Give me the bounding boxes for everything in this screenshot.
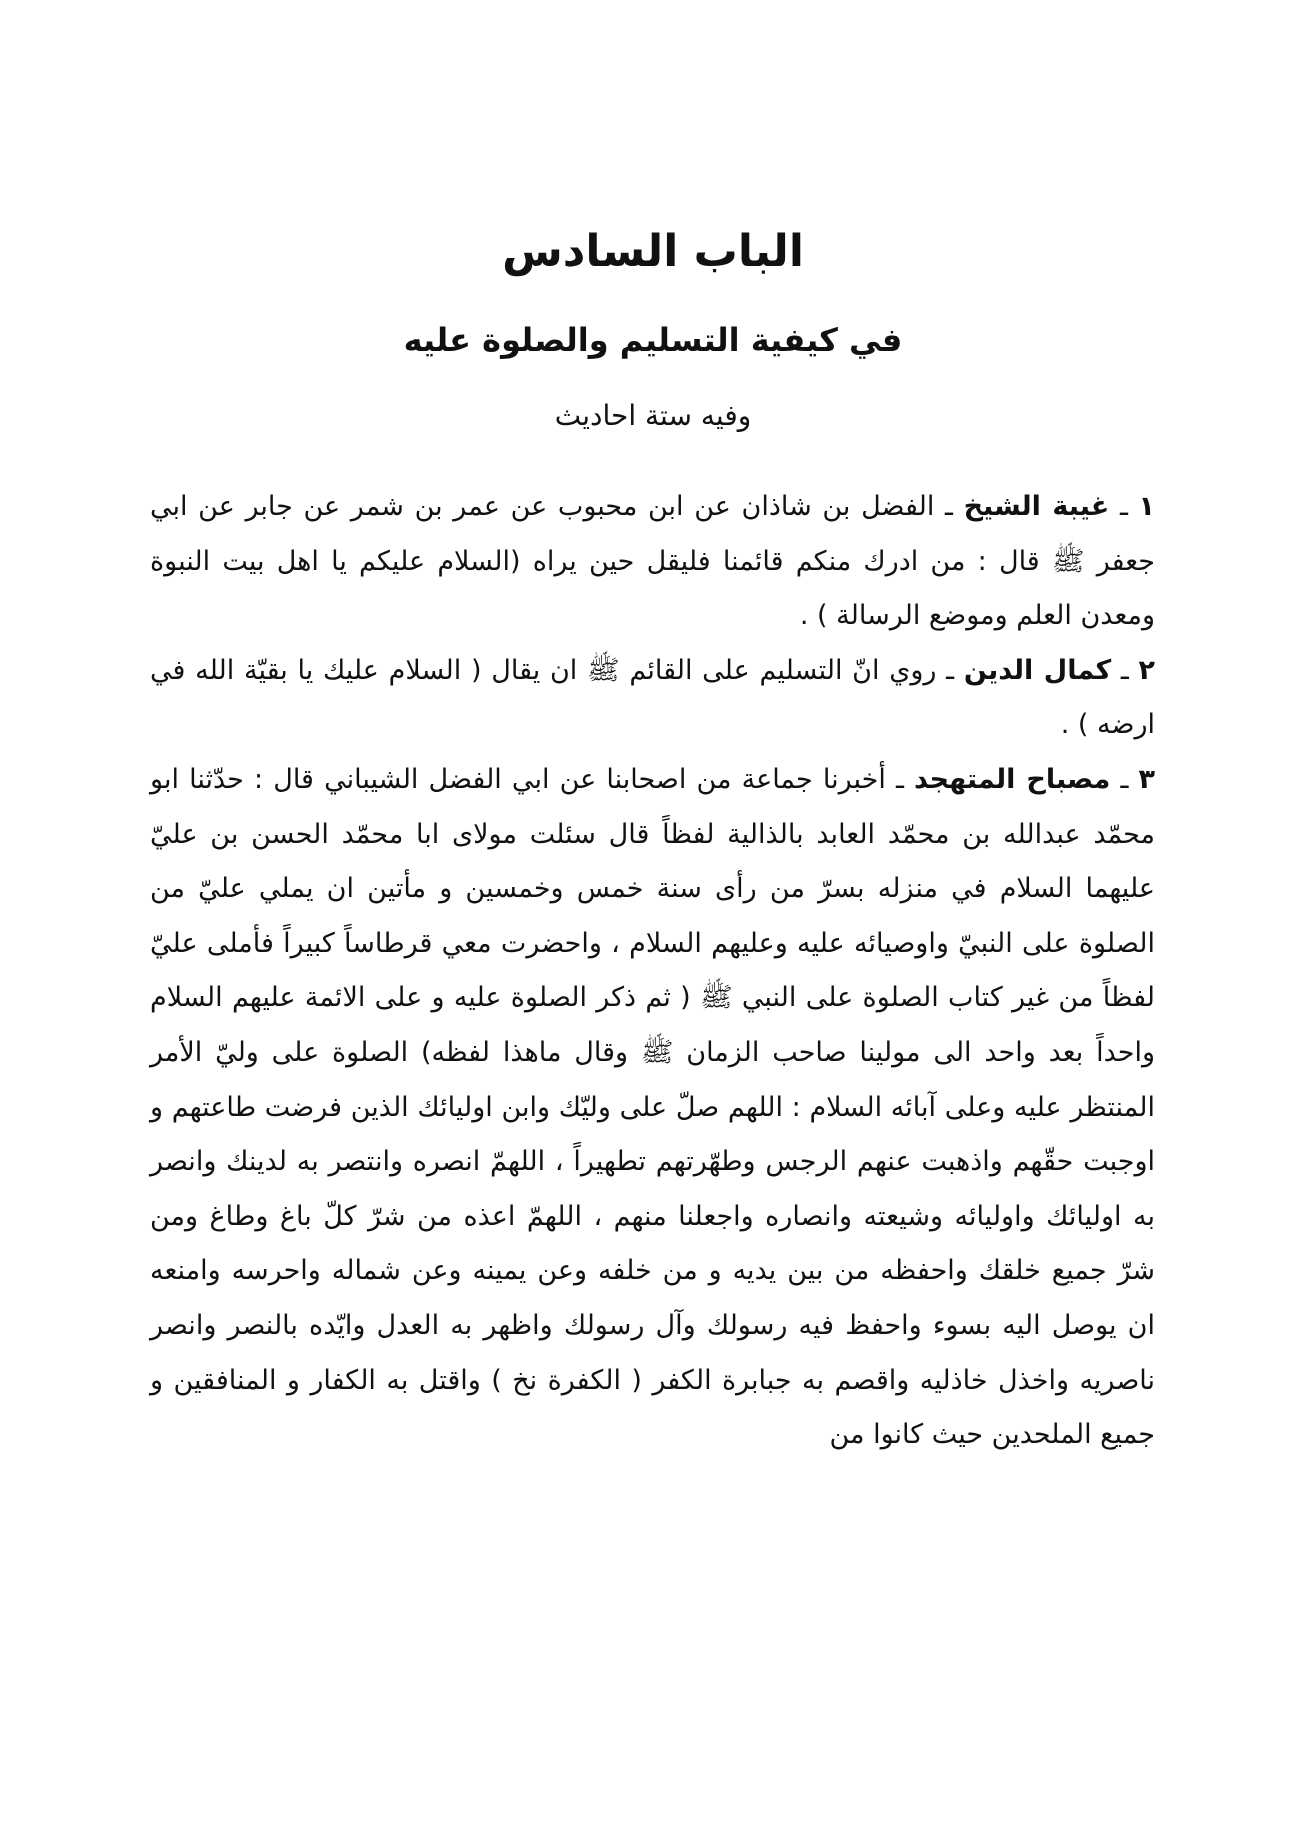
separator: ـ	[1110, 763, 1129, 795]
hadith-source: كمال الدين	[963, 654, 1112, 686]
hadith-text: أخبرنا جماعة من اصحابنا عن ابي الفضل الشيباني قال : حدّثنا ابو محمّد عبدالله بن محمّد العابد بالذالية لفظاً قال سئلت مولاى ابا محمّد الحسن بن عليّ عليهما السلام في منزله بسرّ من رأى سنة خمس وخمسين و مأتين ان يملي عليّ من الصلوة على النبيّ واوصيائه عليه وعليهم السلام ، واحضرت معي قرطاساً كبيراً فأملى عليّ لفظاً من غير كتاب الصلوة على النبي ﷺ ( ثم ذكر الصلوة عليه و على الائمة عليهم السلام واحداً بعد واحد الى مولينا صاحب الزمان ﷺ وقال ماهذا لفظه) الصلوة على وليّ الأمر المنتظر عليه وعلى آبائه السلام : اللهم صلّ على وليّك وابن اوليائك الذين فرضت طاعتهم و اوجبت حقّهم واذهبت عنهم الرجس وطهّرتهم تطهيراً ، اللهمّ انصره وانتصر به لدينك وانصر به اوليائك واوليائه وشيعته وانصاره واجعلنا منهم ، اللهمّ اعذه من شرّ كلّ باغ وطاغ ومن شرّ جميع خلقك واحفظه من بين يديه و من خلفه وعن يمينه وعن شماله واحرسه وامنعه ان يوصل اليه بسوء واحفظ فيه رسولك وآل رسولك واظهر به العدل وايّده بالنصر وانصر ناصريه واخذل خاذليه واقصم به جبابرة الكفر ( الكفرة نخ ) واقتل به الكفار و المنافقين و جميع الملحدين حيث كانوا من	[150, 763, 1155, 1451]
separator: ـ	[934, 491, 953, 522]
hadith-2	[150, 644, 1155, 753]
separator: ـ	[885, 763, 904, 795]
hadith-number: ٣	[1138, 763, 1155, 795]
separator: ـ	[936, 654, 955, 686]
hadith-number: ٢	[1138, 654, 1155, 686]
hadith-source: مصباح المتهجد	[914, 763, 1111, 795]
hadith-source: غيبة الشيخ	[963, 491, 1110, 522]
hadith-text: روي انّ التسليم على القائم ﷺ ان يقال ( السلام عليك يا بقيّة الله في ارضه ) .	[150, 654, 1155, 741]
separator: ـ	[1111, 654, 1129, 686]
chapter-title: الباب السادس	[502, 226, 804, 277]
chapter-note: وفيه ستة احاديث	[554, 399, 752, 432]
hadith-3	[150, 753, 1155, 1463]
hadith-text: الفضل بن شاذان عن ابن محبوب عن عمر بن شمر عن جابر عن ابي جعفر ﷺ قال : من ادرك منكم قائمنا فليقل حين يراه (السلام عليكم يا اهل بيت النبوة ومعدن العلم وموضع الرسالة ) .	[150, 491, 1155, 632]
hadith-1	[150, 480, 1155, 644]
hadith-number: ١	[1138, 491, 1156, 522]
separator: ـ	[1109, 491, 1128, 522]
page-body	[150, 480, 1155, 1463]
chapter-subtitle: في كيفية التسليم والصلوة عليه	[403, 321, 903, 359]
